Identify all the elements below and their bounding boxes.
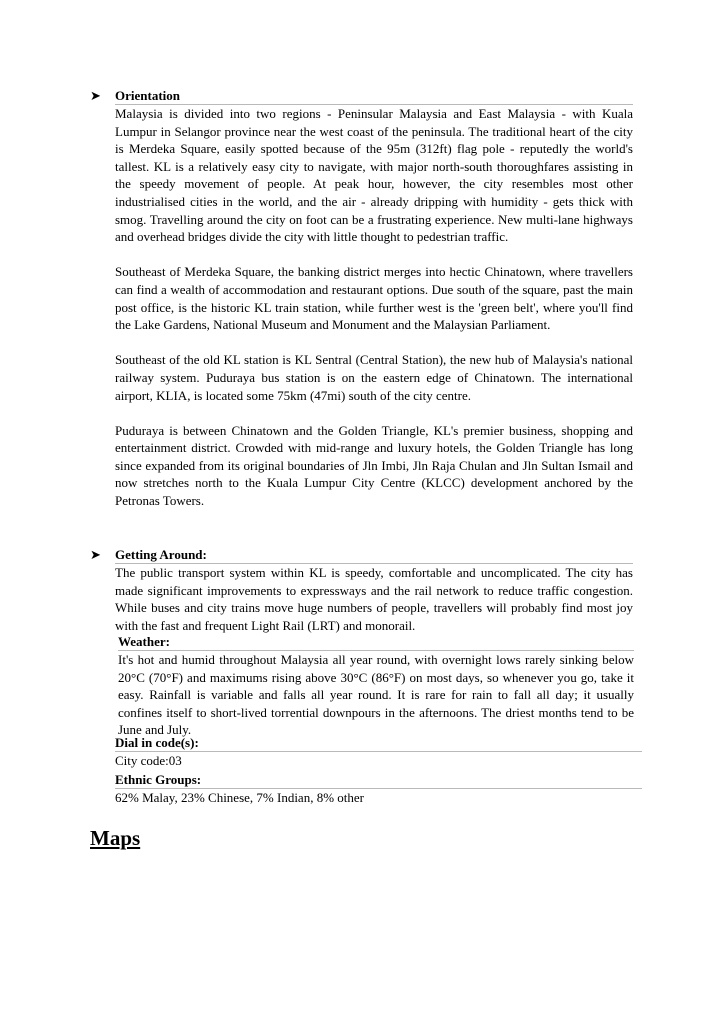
bullet-arrow-icon: ➤ [90, 547, 101, 562]
dial-in-text: City code:03 [115, 753, 182, 768]
orientation-paragraph-4: Puduraya is between Chinatown and the Golden Triangle, KL's premier business, shopping and entertainment district. Crowded with mid-range and luxury hotels, the Golden Triangle has long since expanded from its original boundaries of Jln Imbi, Jln Raja Chulan and Jln Sultan Ismail and now stretches north to the Kuala Lumpur City Centre (KLCC) development anchored by the Petronas Towers. [115, 422, 633, 509]
getting-around-text: The public transport system within KL is speedy, comfortable and uncomplicated. The city has made significant improvements to expressways and the rail network to reduce traffic congestion. While buses and city trains move huge numbers of people, travellers will probably find most joy with the fast and frequent Light Rail (LRT) and monorail. [115, 565, 633, 633]
bullet-arrow-icon: ➤ [90, 88, 101, 103]
weather-text: It's hot and humid throughout Malaysia all year round, with overnight lows rarely sinking below 20°C (70°F) and maximums rising above 30°C (86°F) on most days, so whenever you go, take it easy. Rainfall is variable and falls all year round. It is rare for rain to fall all day; it usually confines itself to short-lived torrential downpours in the afternoons. The driest months tend to be June and July. [118, 652, 634, 738]
orientation-section [115, 88, 633, 510]
orientation-paragraph-1: Malaysia is divided into two regions - Peninsular Malaysia and East Malaysia - with Kuala Lumpur in Selangor province near the west coast of the peninsula. The traditional heart of the city is Merdeka Square, easily spotted because of the 95m (312ft) flag pole - reputedly the world's tallest. KL is a relatively easy city to navigate, with major north-south thoroughfares assisting in the speedy movement of people. At peak hour, however, the city resembles most other industrialised cities in the world, and the air - already dripping with humidity - gets thick with smog. Travelling around the city on foot can be a frustrating experience. New multi-lane highways and overhead bridges divide the city with little thought to pedestrian traffic. [115, 106, 633, 245]
getting-around-heading: Getting Around: [115, 547, 633, 564]
orientation-heading: Orientation [115, 88, 633, 105]
orientation-body [115, 105, 633, 510]
dial-in-section [115, 735, 642, 769]
maps-heading: Maps [90, 826, 141, 850]
weather-heading: Weather: [118, 634, 634, 651]
ethnic-groups-section [115, 772, 642, 806]
ethnic-groups-text: 62% Malay, 23% Chinese, 7% Indian, 8% other [115, 790, 364, 805]
dial-in-heading: Dial in code(s): [115, 735, 642, 752]
weather-section [118, 634, 634, 739]
orientation-paragraph-3: Southeast of the old KL station is KL Sentral (Central Station), the new hub of Malaysia's national railway system. Puduraya bus station is on the eastern edge of Chinatown. The international airport, KLIA, is located some 75km (47mi) south of the city centre. [115, 352, 633, 403]
getting-around-section [115, 547, 633, 634]
orientation-paragraph-2: Southeast of Merdeka Square, the banking district merges into hectic Chinatown, where travellers can find a wealth of accommodation and restaurant options. Due south of the square, past the main post office, is the historic KL train station, while further west is the 'green belt', where you'll find the Lake Gardens, National Museum and Monument and the Malaysian Parliament. [115, 264, 633, 333]
ethnic-groups-heading: Ethnic Groups: [115, 772, 642, 789]
